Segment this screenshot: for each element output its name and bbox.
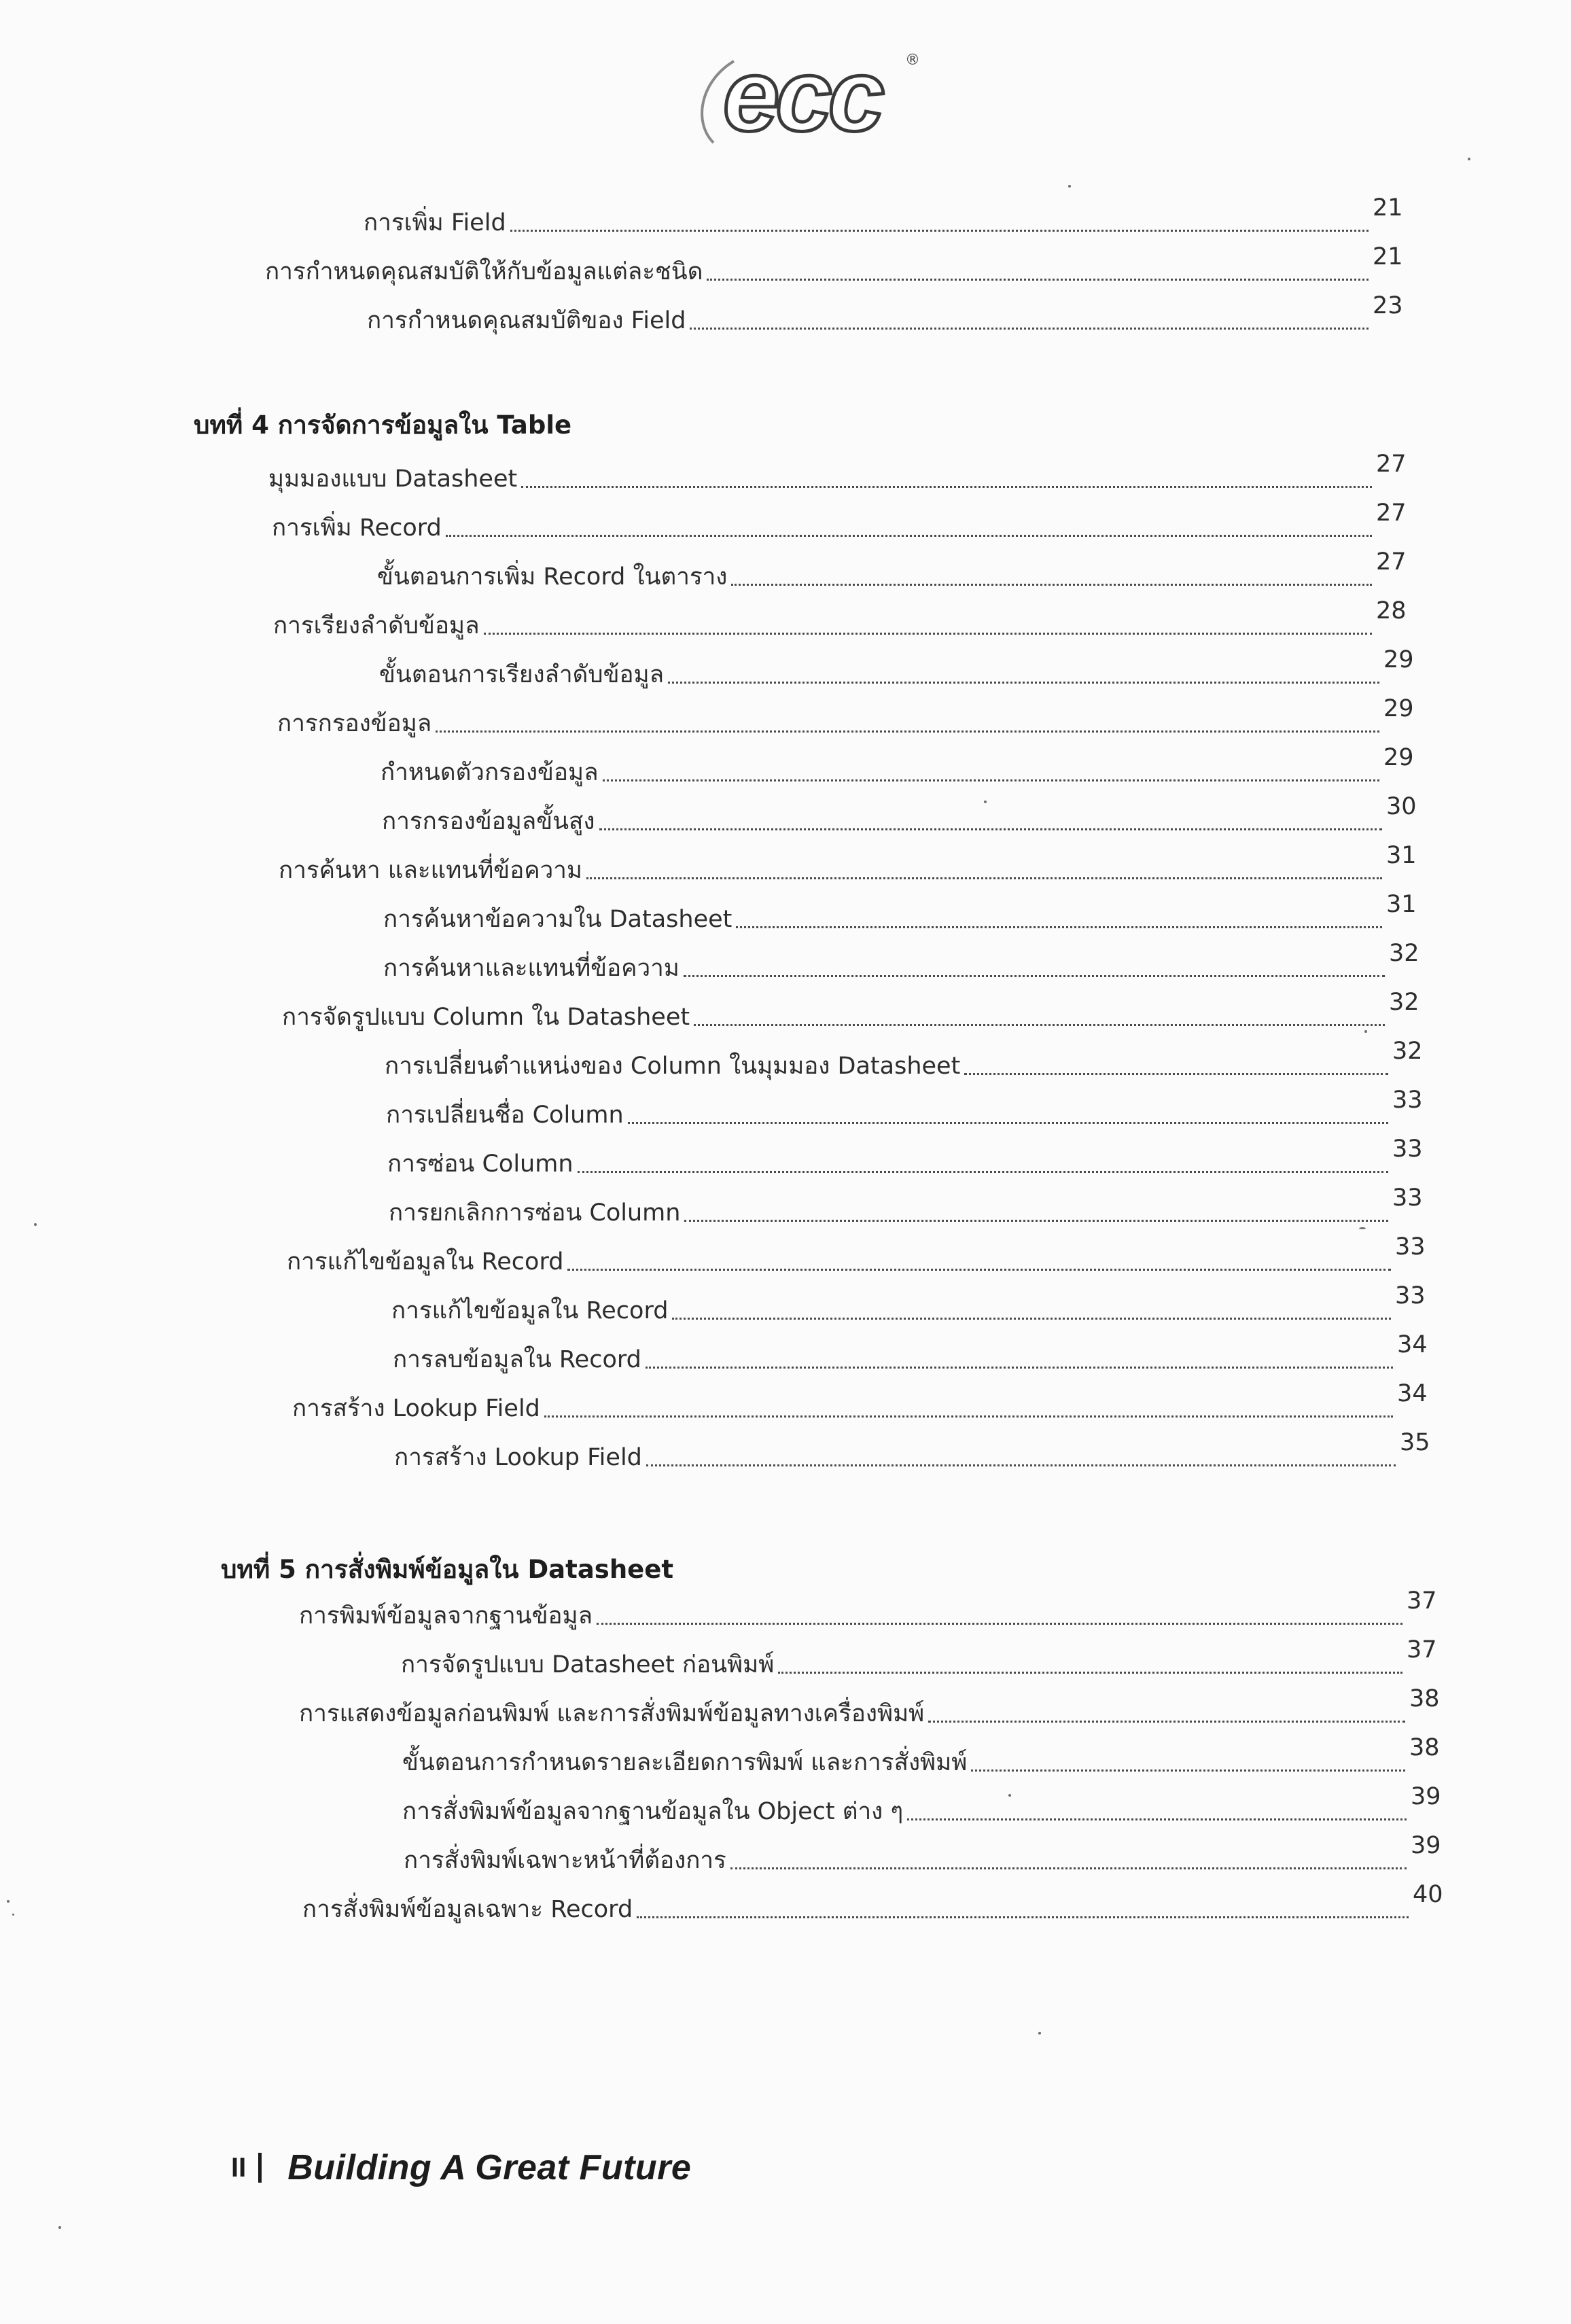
toc-entry[interactable] [387,1135,1423,1181]
dot-leader [907,1818,1407,1820]
toc-entry-label: กำหนดตัวกรองข้อมูล [381,759,599,786]
toc-entry[interactable] [292,1380,1428,1426]
toc-entry-page: 31 [1386,891,1417,918]
toc-entry[interactable] [279,842,1417,887]
toc-entry[interactable] [386,1087,1423,1132]
toc-entry-label: การเปลี่ยนชื่อ Column [386,1102,624,1129]
footer-divider [258,2153,262,2183]
dot-leader [436,730,1379,733]
toc-entry[interactable] [394,1429,1430,1475]
dot-leader [964,1073,1388,1075]
scan-speck [1364,1030,1367,1033]
toc-entry[interactable] [282,989,1419,1034]
dot-leader [544,1415,1393,1418]
toc-entry[interactable] [364,194,1403,240]
dot-leader [684,975,1385,977]
toc-entry-label: การจัดรูปแบบ Datasheet ก่อนพิมพ์ [401,1651,775,1678]
scan-speck [12,1914,14,1916]
dot-leader [668,682,1379,684]
toc-entry[interactable] [391,1282,1426,1328]
toc-entry-label: การแก้ไขข้อมูลใน Record [287,1248,564,1275]
scan-speck [1068,185,1071,188]
toc-entry[interactable] [299,1587,1437,1633]
logo-registered-mark: ® [905,52,920,69]
toc-entry[interactable] [265,243,1403,289]
toc-entry-page: 34 [1397,1331,1428,1358]
logo-wordmark: ecc [722,38,881,152]
toc-entry-label: การสั่งพิมพ์ข้อมูลจากฐานข้อมูลใน Object ต่าง ๆ [402,1798,904,1825]
dot-leader [672,1318,1391,1320]
dot-leader [730,1867,1407,1869]
toc-entry[interactable] [302,1881,1443,1926]
dot-leader [707,279,1369,281]
toc-entry-page: 29 [1383,744,1414,771]
toc-entry-page: 32 [1389,989,1419,1016]
toc-entry-page: 21 [1373,194,1403,222]
toc-entry-label: การกรองข้อมูลขั้นสูง [382,808,595,835]
toc-entry-label: การค้นหา และแทนที่ข้อความ [279,857,583,884]
toc-entry-label: มุมมองแบบ Datasheet [268,465,518,493]
toc-entry[interactable] [393,1331,1428,1377]
toc-entry-page: 32 [1389,940,1419,967]
toc-entry[interactable] [383,940,1419,985]
toc-entry-label: การซ่อน Column [387,1150,573,1178]
toc-entry-page: 27 [1376,451,1407,478]
toc-entry-label: การสั่งพิมพ์เฉพาะหน้าที่ต้องการ [404,1847,726,1874]
toc-entry-page: 40 [1413,1881,1443,1908]
dot-leader [578,1171,1388,1173]
toc-entry[interactable] [385,1038,1423,1083]
toc-entry-label: ขั้นตอนการเรียงลำดับข้อมูล [379,661,665,688]
dot-leader [446,535,1372,537]
toc-entry-label: การแก้ไขข้อมูลใน Record [391,1297,669,1324]
toc-entry-page: 30 [1386,793,1417,820]
dot-leader [646,1464,1396,1466]
toc-entry-label: การเพิ่ม Record [272,514,442,542]
toc-entry-label: การแสดงข้อมูลก่อนพิมพ์ และการสั่งพิมพ์ข้อมูลทางเครื่องพิมพ์ [299,1700,925,1727]
toc-entry-page: 29 [1383,695,1414,722]
toc-entry-page: 33 [1392,1087,1423,1114]
toc-entry-page: 37 [1407,1636,1437,1663]
toc-entry-page: 29 [1383,646,1414,673]
toc-entry-page: 37 [1407,1587,1437,1615]
dot-leader [637,1916,1409,1918]
scan-speck [34,1223,37,1226]
toc-entry-label: การจัดรูปแบบ Column ใน Datasheet [282,1004,690,1031]
toc-entry[interactable] [382,793,1417,839]
toc-entry-label: การเรียงลำดับข้อมูล [273,612,480,639]
dot-leader [694,1024,1385,1026]
toc-entry-page: 33 [1395,1282,1426,1309]
toc-entry[interactable] [377,548,1407,594]
toc-entry-label: การเพิ่ม Field [364,209,506,236]
page-footer [231,2147,691,2188]
dot-leader [628,1122,1388,1124]
toc-entry-page: 27 [1376,499,1407,527]
scan-speck [1359,1227,1366,1229]
footer-slogan: Building A Great Future [287,2148,692,2187]
scan-speck [7,1900,10,1903]
toc-entry-page: 28 [1376,597,1407,624]
dot-leader [928,1721,1405,1723]
chapter-5-heading[interactable]: บทที่ 5 การสั่งพิมพ์ข้อมูลใน Datasheet [221,1555,674,1584]
toc-entry-label: การพิมพ์ข้อมูลจากฐานข้อมูล [299,1602,593,1630]
toc-entry-page: 27 [1376,548,1407,576]
toc-entry-page: 21 [1373,243,1403,270]
chapter-4-heading[interactable]: บทที่ 4 การจัดการข้อมูลใน Table [194,410,572,440]
toc-entry[interactable] [404,1832,1441,1878]
toc-entry[interactable] [402,1783,1441,1829]
dot-leader [778,1672,1402,1674]
toc-entry[interactable] [383,891,1417,936]
toc-entry-page: 38 [1409,1685,1440,1712]
toc-entry-label: การกรองข้อมูล [277,710,432,737]
toc-entry[interactable] [277,695,1414,741]
toc-entry-label: การกำหนดคุณสมบัติของ Field [367,307,686,334]
toc-entry[interactable] [401,1636,1437,1682]
toc-entry-page: 39 [1411,1832,1441,1859]
dot-leader [646,1367,1393,1369]
toc-entry[interactable] [381,744,1414,790]
dot-leader [597,1623,1402,1625]
scan-speck [1468,158,1470,160]
toc-entry-label: การสร้าง Lookup Field [292,1395,540,1422]
toc-entry-page: 34 [1397,1380,1428,1407]
dot-leader [684,1220,1388,1222]
dot-leader [971,1770,1405,1772]
toc-entry-page: 23 [1373,292,1403,319]
dot-leader [736,926,1382,928]
toc-entry[interactable] [402,1734,1440,1780]
toc-entry-page: 35 [1400,1429,1430,1456]
scan-speck [1008,1794,1011,1797]
dot-leader [567,1269,1391,1271]
dot-leader [690,328,1369,330]
dot-leader [603,779,1379,781]
toc-entry[interactable] [379,646,1414,692]
toc-entry-label: การยกเลิกการซ่อน Column [389,1199,681,1227]
toc-entry-page: 38 [1409,1734,1440,1761]
toc-entry-label: การลบข้อมูลใน Record [393,1346,641,1373]
toc-entry[interactable] [287,1233,1426,1279]
toc-entry-label: การค้นหาและแทนที่ข้อความ [383,955,679,982]
dot-leader [521,486,1372,488]
scan-speck [984,800,987,803]
toc-entry[interactable] [272,499,1407,545]
toc-entry-label: ขั้นตอนการเพิ่ม Record ในตาราง [377,563,728,591]
toc-entry-label: การกำหนดคุณสมบัติให้กับข้อมูลแต่ละชนิด [265,258,703,285]
toc-entry-page: 33 [1392,1184,1423,1212]
dot-leader [599,828,1382,830]
toc-entry[interactable] [389,1184,1423,1230]
footer-page-number: II [231,2152,247,2183]
toc-entry-label: ขั้นตอนการกำหนดรายละเอียดการพิมพ์ และการสั่งพิมพ์ [402,1749,968,1776]
dot-leader [510,230,1369,232]
dot-leader [484,633,1372,635]
toc-entry-label: การเปลี่ยนตำแหน่งของ Column ในมุมมอง Datasheet [385,1053,961,1080]
toc-entry[interactable] [299,1685,1440,1731]
toc-entry-page: 32 [1392,1038,1423,1065]
dot-leader [731,584,1372,586]
toc-entry-page: 39 [1411,1783,1441,1810]
toc-entry[interactable] [268,451,1407,496]
dot-leader [586,877,1382,879]
scan-speck [1038,2032,1041,2035]
toc-entry-page: 33 [1392,1135,1423,1163]
toc-entry[interactable] [273,597,1407,643]
scan-speck [58,2226,61,2229]
toc-entry-label: การสร้าง Lookup Field [394,1444,642,1471]
toc-entry-page: 31 [1386,842,1417,869]
toc-entry-label: การค้นหาข้อความใน Datasheet [383,906,732,933]
toc-entry-label: การสั่งพิมพ์ข้อมูลเฉพาะ Record [302,1896,633,1923]
toc-entry[interactable] [367,292,1403,338]
toc-entry-page: 33 [1395,1233,1426,1261]
